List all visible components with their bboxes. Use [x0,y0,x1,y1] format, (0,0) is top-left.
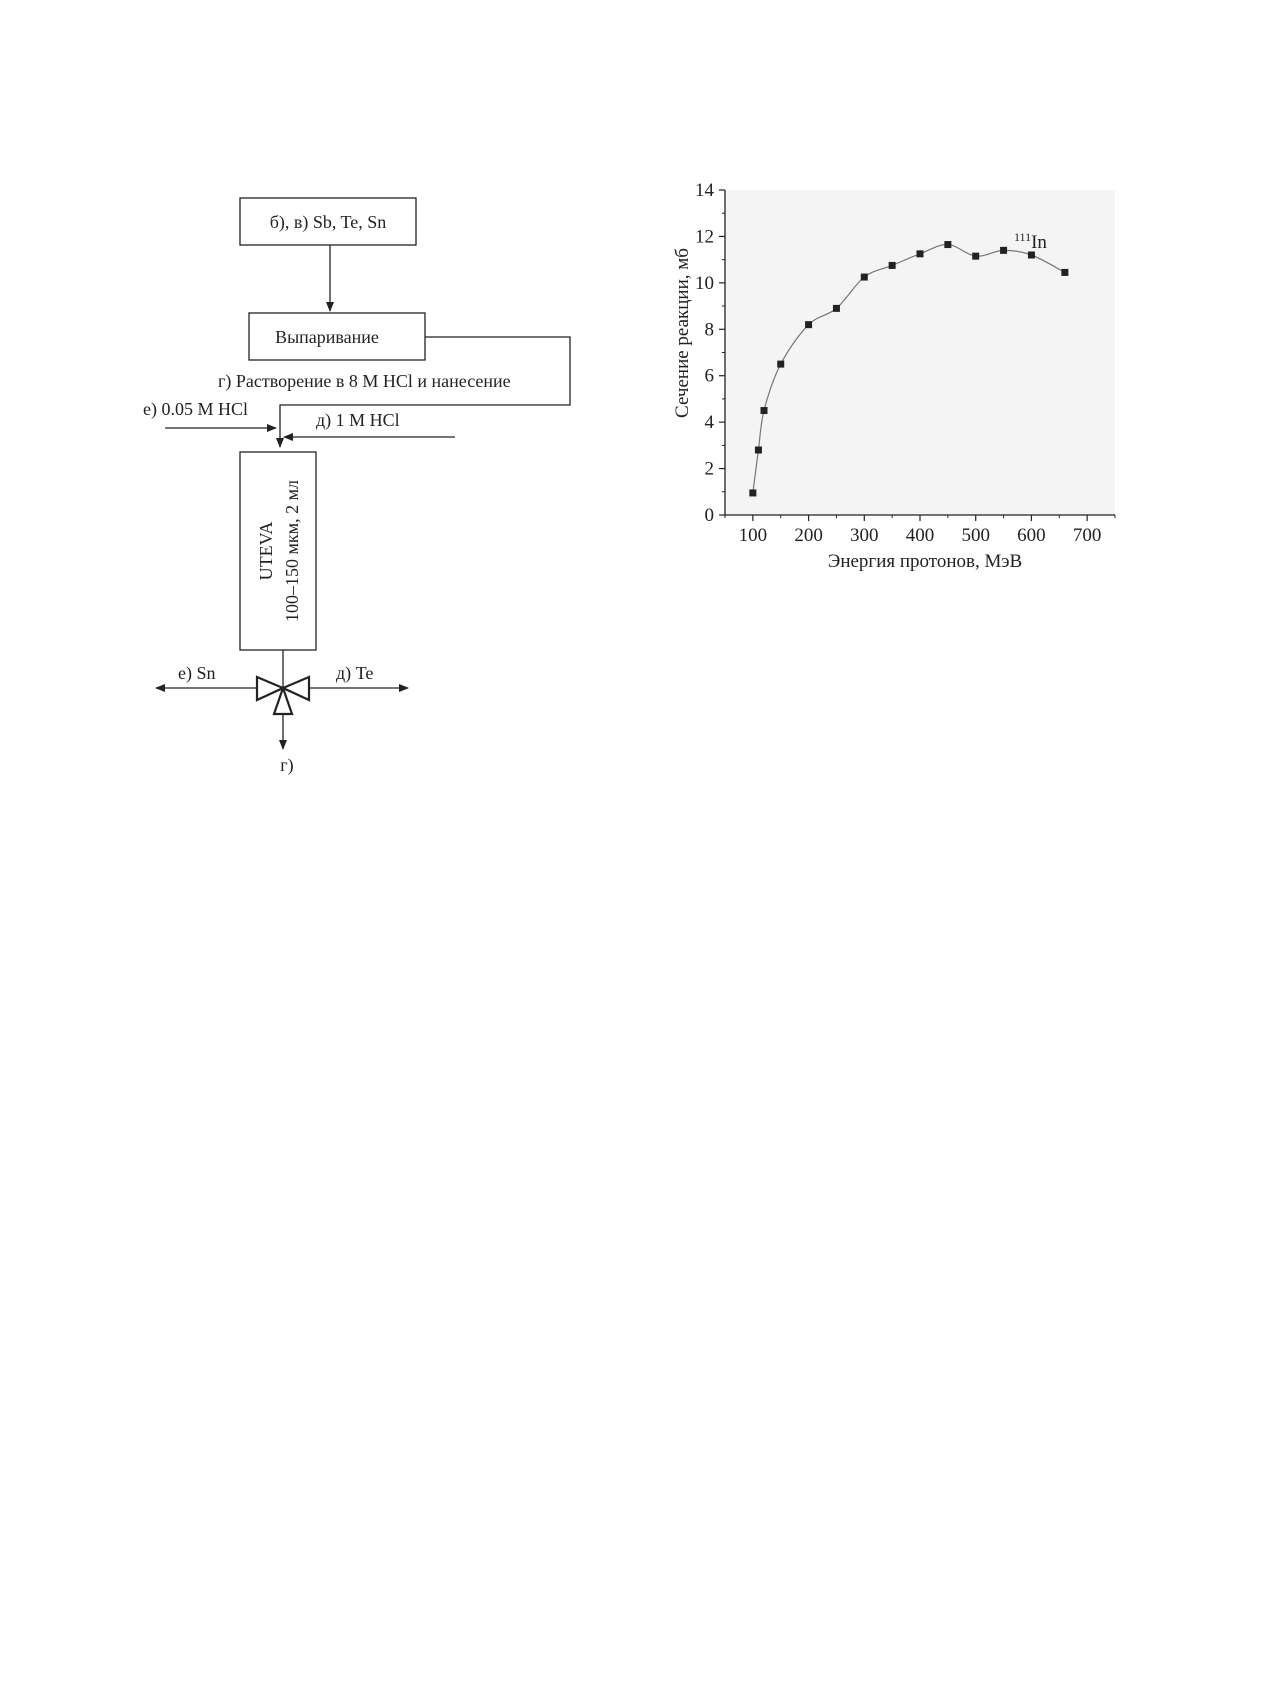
step-e-input-label: е) 0.05 M HCl [143,399,248,419]
y-tick-label: 6 [704,365,714,387]
data-point [944,241,951,248]
column-label-line2: 100–150 мкм, 2 мл [282,480,302,622]
out-bottom-label: г) [280,755,294,775]
y-tick-label: 12 [695,226,714,248]
x-tick-label: 200 [794,525,823,546]
x-tick-label: 700 [1072,525,1102,546]
x-tick-label: 100 [738,525,768,546]
isotope-symbol: In [1031,232,1047,253]
step-g-label: г) Растворение в 8 М HCl и нанесение [218,371,511,391]
data-point [749,489,756,496]
y-tick-label: 14 [695,180,714,201]
data-point [861,274,868,281]
data-point [833,305,840,312]
y-tick-label: 0 [704,505,714,526]
y-axis-title: Сечение реакции, мб [672,248,693,418]
x-axis-title: Энергия протонов, МэВ [827,551,1023,572]
step-d-input-label: д) 1 M HCl [316,410,400,430]
out-left-label: е) Sn [178,663,216,683]
x-tick-label: 400 [905,525,935,546]
data-point [805,321,812,328]
data-point [889,262,896,269]
column-label-line1: UTEVA [256,521,276,581]
plot-background [725,190,1115,515]
data-point [917,250,924,257]
isotope-mass-number: 111 [1014,230,1032,244]
x-tick-label: 300 [850,525,879,546]
y-tick-label: 8 [704,319,714,341]
x-tick-label: 500 [961,525,990,546]
y-tick-label: 10 [695,272,714,294]
data-point [1061,269,1068,276]
data-point [1000,247,1007,254]
data-point [777,361,784,368]
data-point [972,253,979,260]
data-point [755,447,762,454]
source-box-label: б), в) Sb, Te, Sn [269,212,387,232]
out-right-label: д) Te [336,663,374,683]
y-tick-label: 4 [704,412,714,434]
evaporation-box-label: Выпаривание [275,327,379,347]
x-tick-label: 600 [1017,525,1046,546]
y-tick-label: 2 [704,458,714,480]
data-point [761,407,768,414]
